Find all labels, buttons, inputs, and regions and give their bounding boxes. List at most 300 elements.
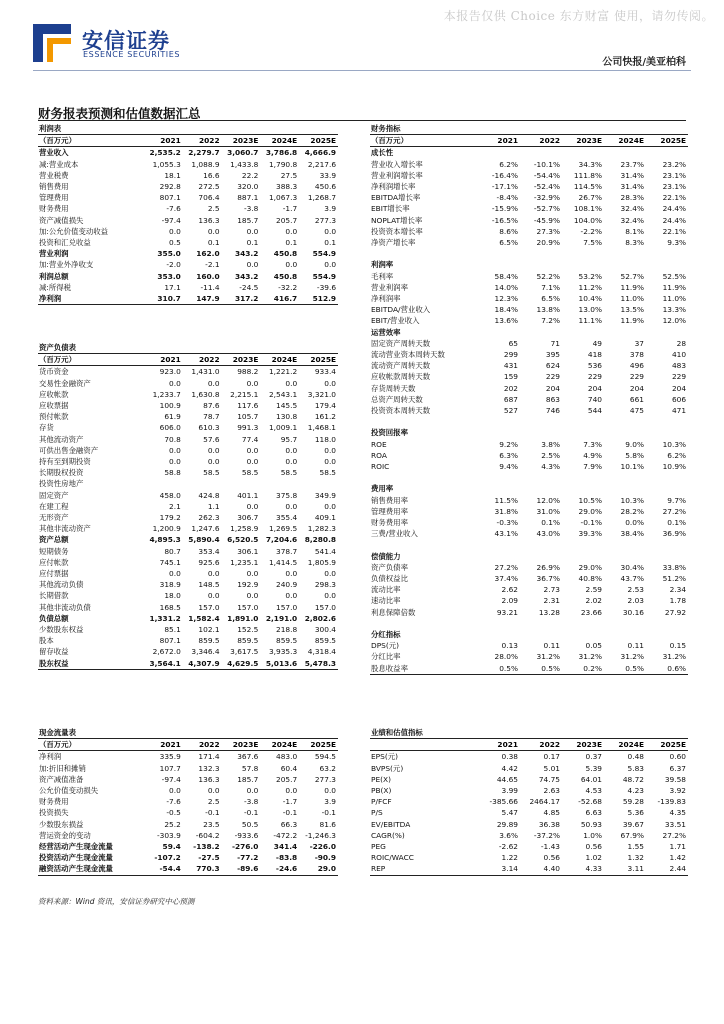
row-label: NOPLAT增长率 <box>371 215 423 225</box>
row-value: 3.11 <box>627 864 644 874</box>
row-value: 0.5 <box>169 238 181 248</box>
row-label: ROIC <box>371 462 390 472</box>
table-row <box>38 445 338 456</box>
row-value: -139.83 <box>657 797 686 807</box>
table-title-row <box>38 342 338 354</box>
row-value: -37.2% <box>533 830 560 840</box>
table-row <box>370 651 688 662</box>
group-title-row <box>370 427 688 438</box>
row-value: 4.3% <box>541 462 560 472</box>
table-row <box>38 796 338 807</box>
table-row <box>370 349 688 360</box>
row-value: 1,891.0 <box>227 613 259 623</box>
row-value: 661 <box>629 394 644 404</box>
column-header-year: 2022 <box>199 136 220 146</box>
row-label: 加:营业外净收支 <box>39 260 94 270</box>
table-row <box>370 763 688 774</box>
group-title-row <box>370 629 688 640</box>
row-value: 162.0 <box>196 249 220 259</box>
row-value: 1,088.9 <box>191 159 220 169</box>
table-row <box>38 237 338 248</box>
table-title: 利润表 <box>39 124 62 133</box>
row-value: 60.4 <box>280 763 298 773</box>
row-value: 5.47 <box>501 808 518 818</box>
row-value: 22.1% <box>662 193 687 203</box>
row-label: PEG <box>371 842 386 852</box>
row-value: 185.7 <box>237 215 259 225</box>
table-header-row <box>370 739 688 751</box>
table-row <box>370 852 688 863</box>
row-value: 3,617.5 <box>230 647 259 657</box>
table-row <box>370 640 688 651</box>
row-value: 152.5 <box>237 625 259 635</box>
table-row <box>370 394 688 405</box>
row-value: 66.3 <box>280 819 298 829</box>
row-value: 33.51 <box>664 819 686 829</box>
column-header-year: 2023E <box>232 136 259 146</box>
group-title: 偿债能力 <box>371 551 401 561</box>
row-label: PE(X) <box>371 774 391 784</box>
row-value: 0.0 <box>324 591 337 601</box>
table-row <box>38 467 338 478</box>
table-row <box>370 304 688 315</box>
row-value: 102.1 <box>198 625 220 635</box>
row-value: 807.1 <box>159 636 181 646</box>
row-value <box>144 478 183 489</box>
row-label: 其他流动负债 <box>39 580 84 590</box>
row-value: 204 <box>671 383 687 393</box>
row-value: 229 <box>587 372 602 382</box>
row-value: 770.3 <box>196 864 220 874</box>
row-value: 40.8% <box>578 574 602 584</box>
row-value: 2.59 <box>585 585 602 595</box>
row-value: 2.1 <box>169 501 181 511</box>
row-value: 292.8 <box>159 182 181 192</box>
row-value: 3,346.4 <box>191 647 220 657</box>
row-value: 5.01 <box>543 763 560 773</box>
row-value: -24.5 <box>239 282 259 292</box>
table-row <box>38 658 338 670</box>
row-value: 0.0 <box>207 226 220 236</box>
row-value: 12.0% <box>662 316 687 326</box>
row-value: 353.0 <box>157 271 181 281</box>
row-value: 160.0 <box>196 271 220 281</box>
table-row <box>370 607 688 618</box>
row-value: 5.83 <box>627 763 644 773</box>
row-value: 925.6 <box>198 557 220 567</box>
row-value: 204 <box>587 383 602 393</box>
row-label: 无形资产 <box>39 513 69 523</box>
column-header-year: 2025E <box>660 740 686 750</box>
row-value: 205.7 <box>276 215 298 225</box>
row-value: 29.0% <box>578 506 602 516</box>
table-title-row <box>370 727 688 739</box>
row-value: 0.0 <box>207 569 220 579</box>
table-row <box>370 528 688 539</box>
row-label: 利息保障倍数 <box>371 607 416 617</box>
row-value: -1.7 <box>282 797 298 807</box>
row-value: 541.4 <box>314 546 337 556</box>
row-label: P/S <box>371 808 383 818</box>
table-title-row <box>370 123 688 135</box>
row-label: EBIT/营业收入 <box>371 316 420 326</box>
row-label: 利润总额 <box>39 271 69 281</box>
row-label: 资产减值准备 <box>39 774 84 784</box>
row-value: 0.0 <box>285 378 298 388</box>
row-value: 335.9 <box>159 752 181 762</box>
row-value: 1,235.1 <box>230 557 259 567</box>
row-value: -83.8 <box>275 853 298 863</box>
table-row <box>370 841 688 852</box>
row-value: 77.4 <box>241 434 259 444</box>
row-value: 0.5% <box>625 663 644 673</box>
row-value: 300.4 <box>314 625 337 635</box>
row-value: 1.22 <box>501 853 518 863</box>
row-value: 59.28 <box>622 797 644 807</box>
row-value: 0.0 <box>169 457 181 467</box>
spacer-cell <box>370 472 688 483</box>
column-header-year: 2022 <box>199 355 220 365</box>
table-row <box>370 181 688 192</box>
row-value: 1,468.1 <box>307 423 337 433</box>
brand-logo-icon <box>33 24 71 62</box>
valuation-table <box>370 727 688 876</box>
row-label: 经营活动产生现金流量 <box>39 842 113 852</box>
row-value: 343.2 <box>235 271 259 281</box>
row-value: 859.5 <box>237 636 259 646</box>
column-header-year: 2024E <box>271 740 298 750</box>
table-row <box>370 439 688 450</box>
table-row <box>370 830 688 841</box>
row-value: 27.3% <box>536 226 560 236</box>
row-value: 527 <box>503 406 518 416</box>
row-value: -97.4 <box>161 215 181 225</box>
row-value: 410 <box>671 350 687 360</box>
row-value: 3,321.0 <box>307 389 337 399</box>
row-value: 4.42 <box>501 763 518 773</box>
row-value: 31.2% <box>578 652 602 662</box>
row-value: 61.9 <box>164 412 181 422</box>
row-label: 预付帐款 <box>39 412 69 422</box>
row-label: 长期借款 <box>39 591 69 601</box>
row-value: -10.1% <box>533 159 560 169</box>
row-label: 三费/营业收入 <box>371 529 418 539</box>
row-label: 营业利润增长率 <box>371 170 423 180</box>
row-label: 投资资本增长率 <box>371 226 423 236</box>
row-value: 1,431.0 <box>191 367 220 377</box>
row-value: 0.0 <box>169 445 181 455</box>
row-value: 0.60 <box>669 752 686 762</box>
group-title: 利润率 <box>371 260 394 270</box>
row-value: 0.0 <box>169 378 181 388</box>
row-value: -52.4% <box>533 182 560 192</box>
row-label: 管理费用率 <box>371 506 408 516</box>
row-value: 50.93 <box>580 819 602 829</box>
row-value: -3.8 <box>243 797 259 807</box>
table-row <box>370 562 688 573</box>
table-row <box>370 360 688 371</box>
row-value: 27.2% <box>662 830 686 840</box>
row-label: BVPS(元) <box>371 763 404 773</box>
row-value: 0.6% <box>667 663 687 673</box>
row-value: -15.9% <box>491 204 518 214</box>
table-row <box>38 568 338 579</box>
row-value: 2.63 <box>543 786 560 796</box>
row-value: 5.8% <box>625 450 644 460</box>
row-value: 4.9% <box>583 450 602 460</box>
row-value: 262.3 <box>198 513 220 523</box>
row-value: 14.0% <box>494 282 518 292</box>
row-value <box>260 478 299 489</box>
row-value: 299 <box>503 350 518 360</box>
row-value: 2.73 <box>543 585 560 595</box>
row-value: 65 <box>508 338 518 348</box>
row-value: 2.31 <box>543 596 560 606</box>
row-value: -52.7% <box>533 204 560 214</box>
row-label: DPS(元) <box>371 641 399 651</box>
row-value: 52.5% <box>662 271 687 281</box>
table-title: 资产负债表 <box>39 343 76 352</box>
row-label: 持有至到期投资 <box>39 457 91 467</box>
row-label: EPS(元) <box>371 752 398 762</box>
table-row <box>38 852 338 863</box>
row-label: 分红比率 <box>371 652 401 662</box>
row-value: 0.1 <box>285 238 298 248</box>
row-label: 总资产周转天数 <box>371 394 423 404</box>
row-label: 资产总额 <box>39 535 69 545</box>
row-value: 50.5 <box>241 819 259 829</box>
row-value: 10.9% <box>662 462 687 472</box>
row-value: 277.3 <box>314 215 337 225</box>
table-row <box>38 434 338 445</box>
row-value: -16.5% <box>491 215 518 225</box>
row-value: -32.2 <box>278 282 298 292</box>
row-value: 24.4% <box>662 215 687 225</box>
row-value: 2.5% <box>541 450 560 460</box>
row-value: 4,629.5 <box>227 658 259 668</box>
row-value: 3.99 <box>501 786 518 796</box>
row-value: 424.8 <box>198 490 220 500</box>
table-row <box>38 635 338 646</box>
row-value: 22.1% <box>662 226 687 236</box>
document-type: 公司快报/美亚柏科 <box>602 57 686 68</box>
row-value: 512.9 <box>312 294 337 304</box>
table-row <box>38 602 338 613</box>
row-value: 28.0% <box>494 652 518 662</box>
row-value: 0.0 <box>285 445 298 455</box>
row-label: 应付帐款 <box>39 557 69 567</box>
row-value: 192.9 <box>237 580 259 590</box>
table-title-row <box>38 123 338 135</box>
row-label: 存货 <box>39 423 54 433</box>
row-value: 1,258.9 <box>230 524 259 534</box>
row-value: 11.1% <box>578 316 602 326</box>
table-row <box>38 785 338 796</box>
row-value: 544 <box>587 406 602 416</box>
row-value: 0.0 <box>285 226 298 236</box>
row-label: 财务费用率 <box>371 518 408 528</box>
row-value: 0.1 <box>246 238 259 248</box>
row-value: 218.8 <box>276 625 298 635</box>
row-value: 130.8 <box>276 412 298 422</box>
row-value: 31.8% <box>494 506 518 516</box>
row-value: 31.0% <box>536 506 560 516</box>
row-value: 450.8 <box>273 249 298 259</box>
table-row <box>38 590 338 601</box>
row-value: 29.89 <box>496 819 518 829</box>
row-value: 431 <box>503 361 518 371</box>
row-label: 速动比率 <box>371 596 401 606</box>
row-value: 37.4% <box>494 574 518 584</box>
row-value: -303.9 <box>156 830 181 840</box>
column-header-year: 2025E <box>310 355 337 365</box>
row-label: REP <box>371 864 386 874</box>
row-value: -11.4 <box>200 282 220 292</box>
row-value: 229 <box>545 372 560 382</box>
table-row <box>38 293 338 305</box>
table-title: 现金流量表 <box>39 728 76 737</box>
row-value: 63.2 <box>319 763 337 773</box>
row-label: 销售费用 <box>39 182 69 192</box>
row-value: -604.2 <box>195 830 220 840</box>
row-label: 加:公允价值变动收益 <box>39 226 109 236</box>
table-row <box>370 405 688 416</box>
row-value: 4,307.9 <box>188 658 220 668</box>
row-value: 0.0 <box>169 226 181 236</box>
column-header-year: 2025E <box>660 136 687 146</box>
row-value: 136.3 <box>198 215 220 225</box>
table-row <box>370 495 688 506</box>
table-row <box>38 366 338 378</box>
row-value: 23.5 <box>203 819 220 829</box>
table-row <box>38 819 338 830</box>
table-row <box>370 584 688 595</box>
row-label: 交易性金融资产 <box>39 378 91 388</box>
row-value: 3,564.1 <box>149 658 181 668</box>
row-value: 229 <box>671 372 687 382</box>
row-value: 11.2% <box>578 282 602 292</box>
column-header-year: 2021 <box>160 740 181 750</box>
row-label: 投资和汇兑收益 <box>39 238 91 248</box>
row-value: 179.4 <box>314 401 337 411</box>
row-value: 7.9% <box>583 462 602 472</box>
spacer-row <box>370 248 688 259</box>
row-value: 1.32 <box>627 853 644 863</box>
row-value: 0.0 <box>207 591 220 601</box>
row-label: 营运资金的变动 <box>39 830 91 840</box>
row-value: 168.5 <box>159 602 181 612</box>
row-value: 745.1 <box>159 557 181 567</box>
row-value: 5.39 <box>585 763 602 773</box>
spacer-row <box>370 416 688 427</box>
row-value: 378 <box>629 350 644 360</box>
group-title-row <box>370 259 688 270</box>
row-value: 23.1% <box>662 170 687 180</box>
row-value: 1,269.5 <box>268 524 298 534</box>
row-value: 1.1 <box>207 501 220 511</box>
row-value: 606.0 <box>159 423 181 433</box>
row-value: 310.7 <box>157 294 181 304</box>
row-value: 2.5 <box>207 797 220 807</box>
column-header-unit: （百万元） <box>371 136 408 146</box>
row-value: 0.11 <box>627 641 644 651</box>
row-label: 在建工程 <box>39 501 69 511</box>
group-title: 分红指标 <box>371 630 401 640</box>
table-row <box>370 293 688 304</box>
table-row <box>38 170 338 181</box>
row-value: 418 <box>587 350 602 360</box>
row-label: 其他非流动资产 <box>39 524 91 534</box>
row-value: 2.09 <box>501 596 518 606</box>
row-value: 0.5% <box>541 663 560 673</box>
group-title: 费用率 <box>371 484 394 494</box>
row-value: 306.1 <box>237 546 259 556</box>
row-value: 17.1 <box>164 282 181 292</box>
row-value <box>299 478 338 489</box>
row-value: 0.0 <box>246 786 259 796</box>
group-title-row <box>370 147 688 159</box>
group-title: 运营效率 <box>371 327 401 337</box>
column-header-year: 2022 <box>539 740 560 750</box>
row-value: 9.7% <box>667 495 687 505</box>
row-value: 161.2 <box>314 412 337 422</box>
row-value: 39.58 <box>664 774 686 784</box>
row-value: 32.4% <box>620 204 644 214</box>
row-value: -276.0 <box>231 842 259 852</box>
table-row <box>38 774 338 785</box>
row-label: 管理费用 <box>39 193 69 203</box>
row-value: 9.0% <box>625 439 644 449</box>
row-label: 应付票据 <box>39 569 69 579</box>
row-value: -1.43 <box>540 842 560 852</box>
row-value: 30.4% <box>620 562 644 572</box>
row-value: 1,790.8 <box>268 159 298 169</box>
row-label: 流动营业资本周转天数 <box>371 350 445 360</box>
row-value: 23.2% <box>662 159 687 169</box>
row-value: 204 <box>545 383 560 393</box>
row-value: 51.2% <box>662 574 687 584</box>
row-value: 145.5 <box>276 401 298 411</box>
row-value: -0.1 <box>205 808 220 818</box>
row-label: 净利润率 <box>371 294 401 304</box>
table-row <box>38 271 338 282</box>
row-value: 27.92 <box>664 607 687 617</box>
row-value: 10.1% <box>620 462 644 472</box>
row-value: 0.37 <box>585 752 602 762</box>
row-value: 483 <box>671 361 687 371</box>
column-header-year: 2021 <box>497 136 518 146</box>
table-row <box>38 557 338 568</box>
row-value: 554.9 <box>312 271 337 281</box>
row-value: 1.71 <box>669 842 686 852</box>
row-value: 26.9% <box>536 562 560 572</box>
row-value: 2.5 <box>207 204 220 214</box>
table-row <box>38 763 338 774</box>
row-value: 4.23 <box>627 786 644 796</box>
row-value: 179.2 <box>159 513 181 523</box>
table-row <box>370 383 688 394</box>
row-value: 0.0 <box>246 501 259 511</box>
row-value: 2.03 <box>627 596 644 606</box>
row-value: 0.0 <box>207 445 220 455</box>
balance-sheet-table <box>38 342 338 670</box>
row-value: 0.0 <box>246 260 259 270</box>
row-value: 58.8 <box>164 468 181 478</box>
row-value: 277.3 <box>314 774 337 784</box>
row-value: 16.6 <box>203 170 220 180</box>
row-value: 29.0 <box>317 864 337 874</box>
table-row <box>38 226 338 237</box>
